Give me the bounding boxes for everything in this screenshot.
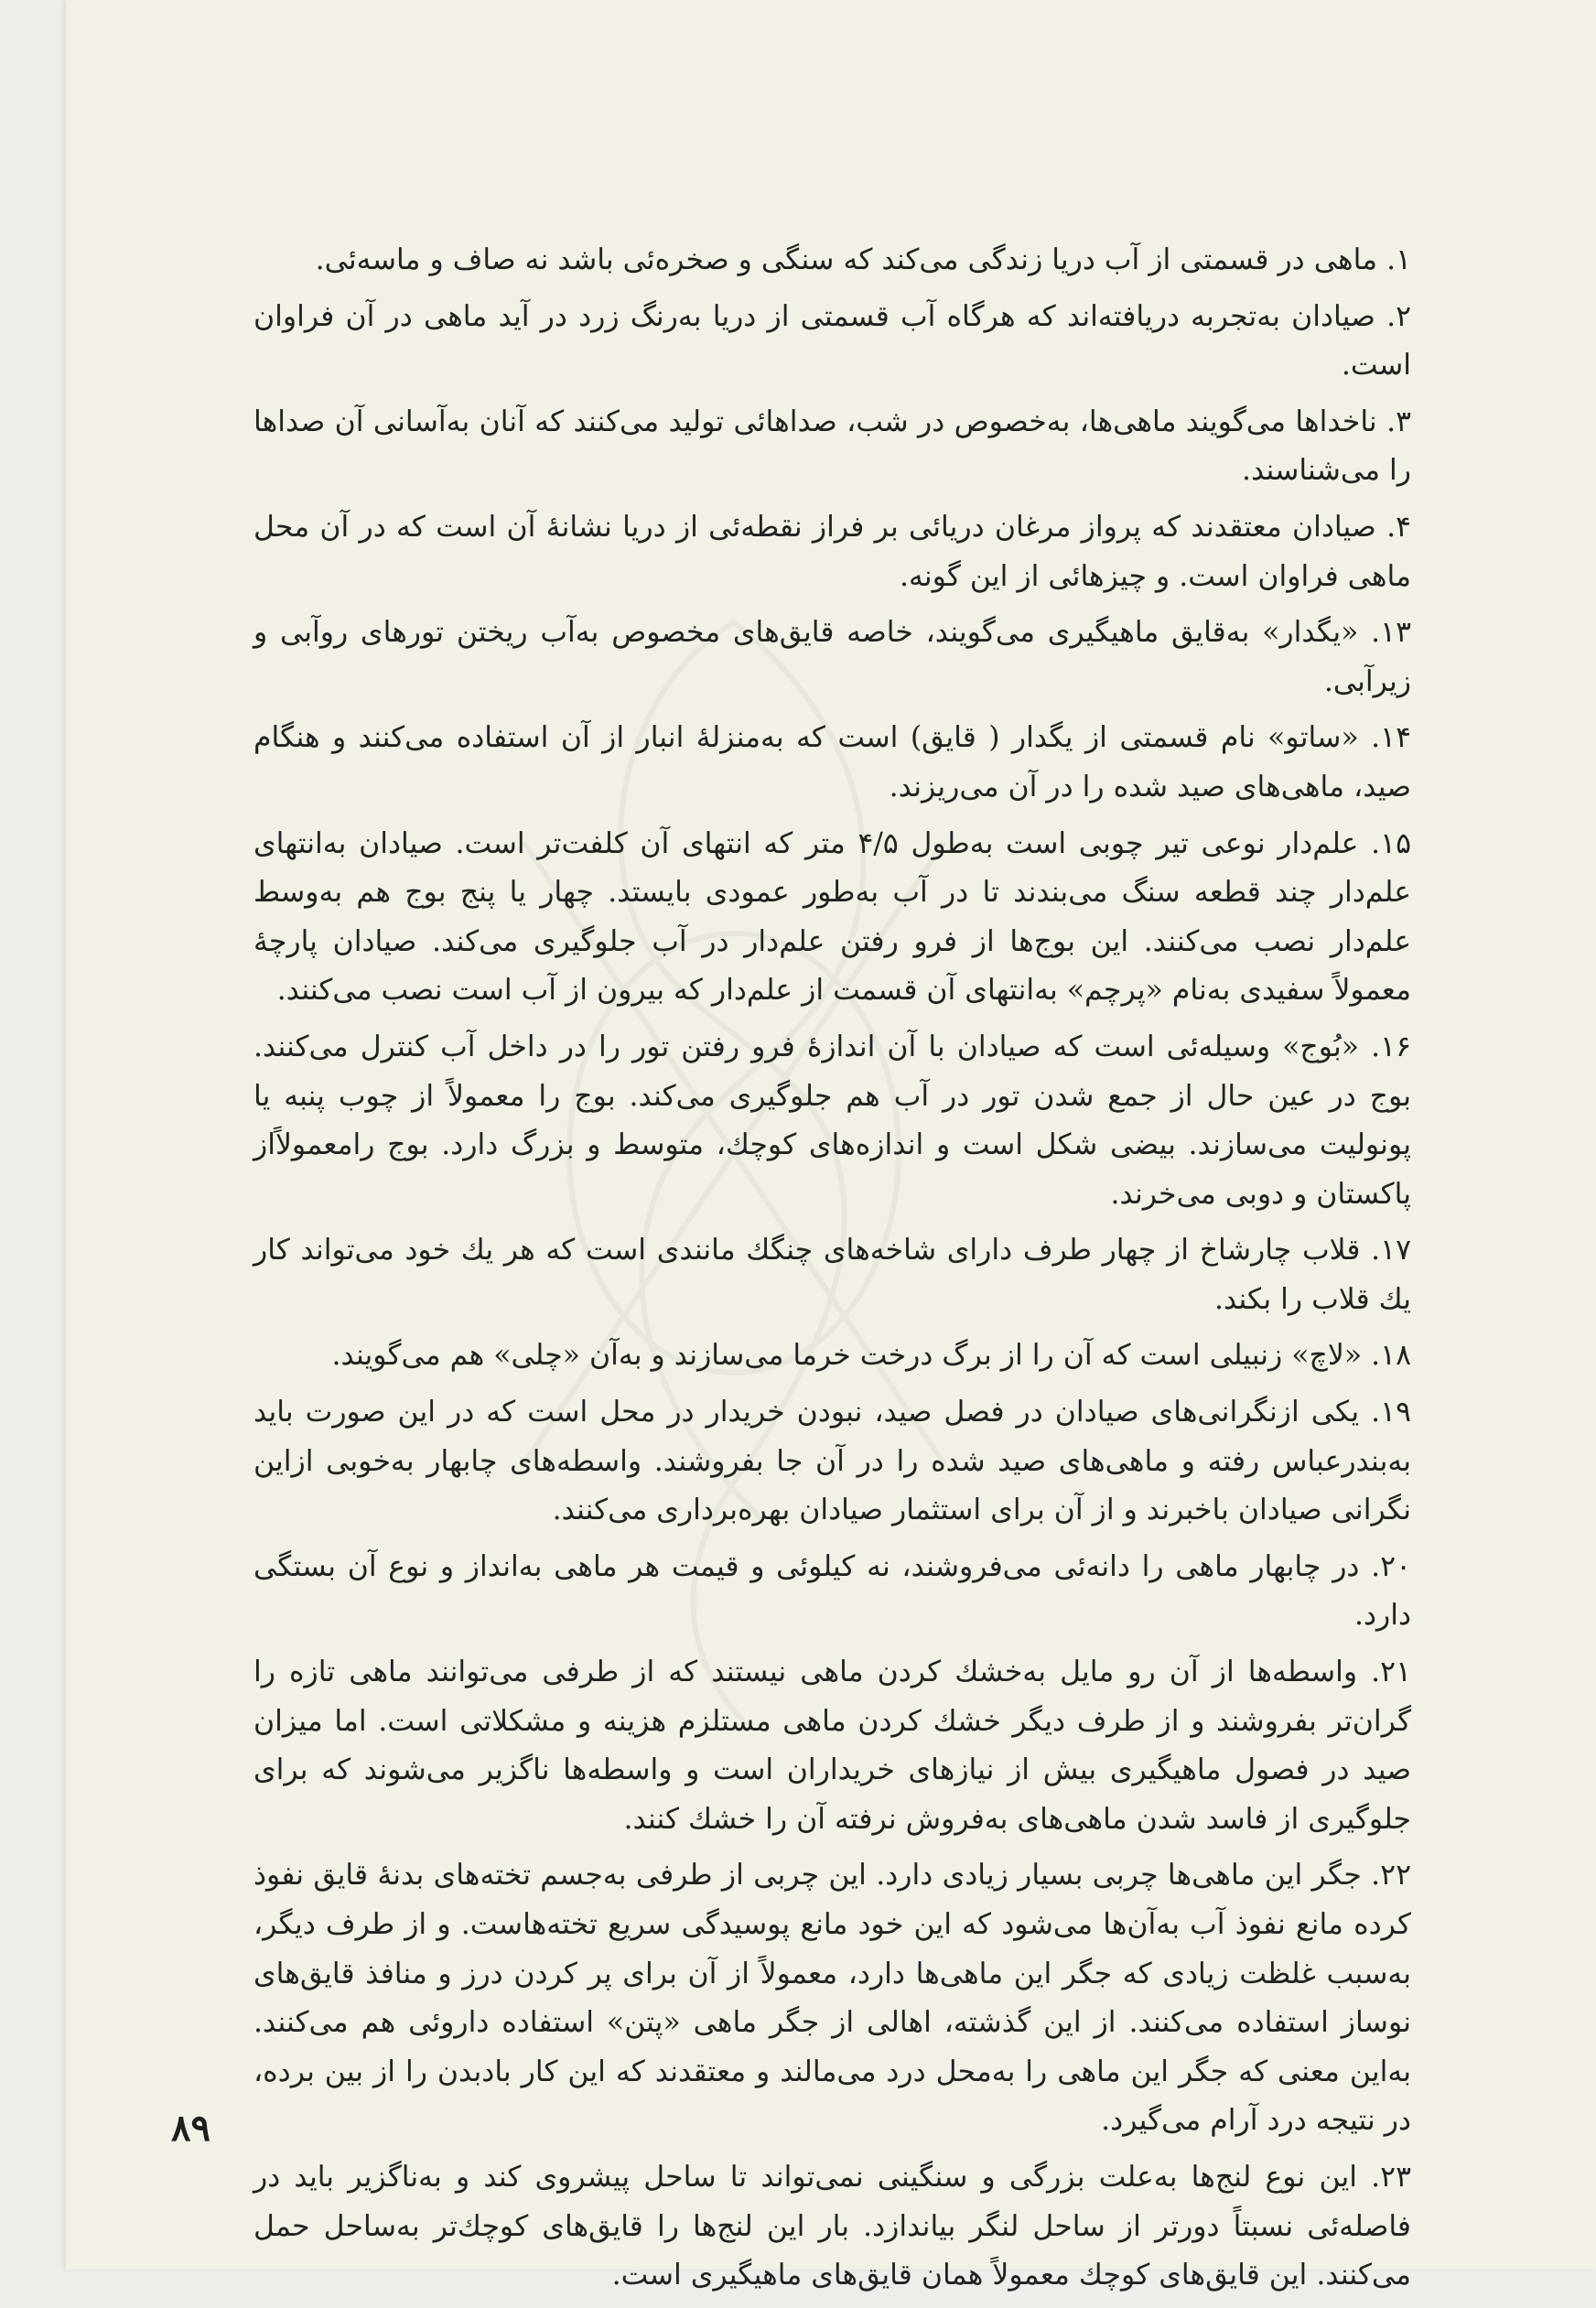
footnote-text: «لاچ» زنبیلی است که آن را از برگ درخت خرما می‌سازند و به‌آن «چلی» هم می‌گویند. (331, 1339, 1363, 1373)
footnote-number: ۲. (1386, 299, 1412, 333)
footnote-text: صیادان به‌تجربه دریافته‌اند که هرگاه آب قسمتی از دریا به‌رنگ زرد در آید ماهی در آن فراوان است. (253, 299, 1411, 383)
footnote-13 (253, 609, 1411, 706)
footnote-text: «یگدار» به‌قایق ماهیگیری می‌گویند، خاصه قایق‌های مخصوص به‌آب ریختن تورهای روآبی و زیرآبی. (253, 616, 1411, 698)
footnote-number: ۲۰. (1371, 1549, 1412, 1583)
footnote-15 (253, 820, 1411, 1016)
footnote-number: ۲۲. (1371, 1859, 1411, 1893)
footnotes-body (253, 236, 1411, 2308)
footnote-14 (253, 714, 1411, 812)
footnote-number: ۴. (1386, 510, 1411, 544)
footnote-text: صیادان معتقدند که پرواز مرغان دریائی بر فراز نقطه‌ئی از دریا نشانهٔ آن است که در آن محل ماهی فراوان است. و چیزهائی از این گونه. (253, 510, 1411, 593)
book-page (66, 0, 1596, 2292)
footnote-number: ۱۵. (1371, 826, 1412, 860)
footnote-number: ۲۱. (1371, 1656, 1411, 1689)
footnote-text: یکی ازنگرانی‌های صیادان در فصل صید، نبودن خریدار در محل است که در این صورت باید به‌بندرعباس رفته و ماهی‌های صید شده را در آن جا بفروشند. واسطه‌های چابهار به‌خوبی ازاین نگرانی صیادان باخبرند و از آن برای استثمار صیادان بهره‌برداری می‌کنند. (253, 1396, 1411, 1527)
footnote-19 (253, 1388, 1411, 1536)
footnote-1 (253, 236, 1411, 286)
footnote-16 (253, 1023, 1411, 1219)
footnote-20 (253, 1543, 1411, 1641)
page-number: ۸۹ (171, 2107, 210, 2150)
footnote-text: ناخداها می‌گویند ماهی‌ها، به‌خصوص در شب، صداهائی تولید می‌کنند که آنان به‌آسانی آن صداها را می‌شناسند. (253, 404, 1411, 488)
footnote-21 (253, 1648, 1411, 1844)
footnote-number: ۱۸. (1371, 1339, 1411, 1373)
footnote-18 (253, 1332, 1411, 1381)
footnote-text: واسطه‌ها از آن رو مایل به‌خشك کردن ماهی نیستند که از طرفی می‌توانند ماهی تازه را گران‌تر بفروشند و از طرف دیگر خشك کردن ماهی مستلزم هزینه و مشکلاتی است. اما میزان صید در فصول ماهیگیری بیش از نیازهای خریداران است و واسطه‌ها ناگزیر می‌شوند که برای جلوگیری از فاسد شدن ماهی‌های به‌فروش نرفته آن را خشك کنند. (253, 1656, 1411, 1836)
footnote-17 (253, 1226, 1411, 1324)
footnote-text: قلاب چارشاخ از چهار طرف دارای شاخه‌های چنگك مانندی است که هر یك خود می‌تواند کار یك قلاب را بکند. (253, 1234, 1411, 1316)
footnote-text: «بُوج» وسیله‌ئی است که صیادان با آن اندازهٔ فرو رفتن تور را در داخل آب کنترل می‌کنند. بوج در عین حال از جمع شدن تور در آب هم جلوگیری می‌کند. بوج را معمولاً از چوب پنبه یا پونولیت می‌سازند. بیضی شکل است و اندازه‌های کوچك، متوسط و بزرگ دارد. بوج رامعمولاًاز پاکستان و دوبی می‌خرند. (253, 1030, 1411, 1211)
footnote-2 (253, 293, 1411, 391)
footnote-number: ۱. (1386, 243, 1411, 276)
footnote-number: ۳. (1386, 404, 1411, 438)
footnote-number: ۱۹. (1371, 1396, 1412, 1429)
footnote-text: «ساتو» نام قسمتی از یگدار ( قایق) است که به‌منزلهٔ انبار از آن استفاده می‌کنند و هنگام صید، ماهی‌های صید شده را در آن می‌ریزند. (253, 721, 1411, 803)
footnote-number: ۱۶. (1371, 1030, 1411, 1063)
footnote-text: جگر این ماهی‌ها چربی بسیار زیادی دارد. این چربی از طرفی به‌جسم تخته‌های بدنهٔ قایق نفوذ کرده مانع نفوذ آب به‌آن‌ها می‌شود که این خود مانع پوسیدگی سریع تخته‌هاست. و از طرف دیگر، به‌سبب غلظت زیادی که جگر این ماهی‌ها دارد، معمولاً از آن برای پر کردن درز و منافذ قایق‌های نوساز استفاده می‌کنند. از این گذشته، اهالی از جگر ماهی «پتن» استفاده داروئی هم می‌کنند. به‌این معنی که جگر این ماهی را به‌محل درد می‌مالند و معتقدند که این کار بادبدن را از بین برده، در نتیجه درد آرام می‌گیرد. (253, 1859, 1411, 2138)
footnote-text: علم‌دار نوعی تیر چوبی است به‌طول ۴/۵ متر که انتهای آن کلفت‌تر است. صیادان به‌انتهای علم‌دار چند قطعه سنگ می‌بندند تا در آب به‌طور عمودی بایستد. چهار یا پنج بوج هم به‌وسط علم‌دار نصب می‌کنند. این بوج‌ها از فرو رفتن علم‌دار در آب جلوگیری می‌کند. صیادان پارچهٔ معمولاً سفیدی به‌نام «پرچم» به‌انتهای آن قسمت از علم‌دار که بیرون از آب است نصب می‌کنند. (253, 826, 1411, 1008)
footnote-number: ۲۳. (1371, 2160, 1411, 2194)
footnote-22 (253, 1851, 1411, 2146)
footnote-number: ۱۴. (1371, 721, 1412, 755)
footnote-3 (253, 398, 1411, 496)
footnote-number: ۱۷. (1371, 1234, 1411, 1267)
footnote-text: این نوع لنج‌ها به‌علت بزرگی و سنگینی نمی‌تواند تا ساحل پیشروی کند و به‌ناگزیر باید در فاصله‌ئی نسبتاً دورتر از ساحل لنگر بیاندازد. بار این لنج‌ها را قایق‌های کوچك‌تر به‌ساحل حمل می‌کنند. این قایق‌های کوچك معمولاً همان قایق‌های ماهیگیری است. (253, 2160, 1411, 2292)
footnote-4 (253, 503, 1411, 601)
footnote-number: ۱۳. (1371, 616, 1411, 650)
footnote-23 (253, 2153, 1411, 2301)
footnote-text: در چابهار ماهی را دانه‌ئی می‌فروشند، نه کیلوئی و قیمت هر ماهی به‌انداز و نوع آن بستگی دارد. (253, 1549, 1411, 1633)
footnote-text: ماهی در قسمتی از آب دریا زندگی می‌کند که سنگی و صخره‌ئی باشد نه صاف و ماسه‌ئی. (315, 243, 1378, 276)
